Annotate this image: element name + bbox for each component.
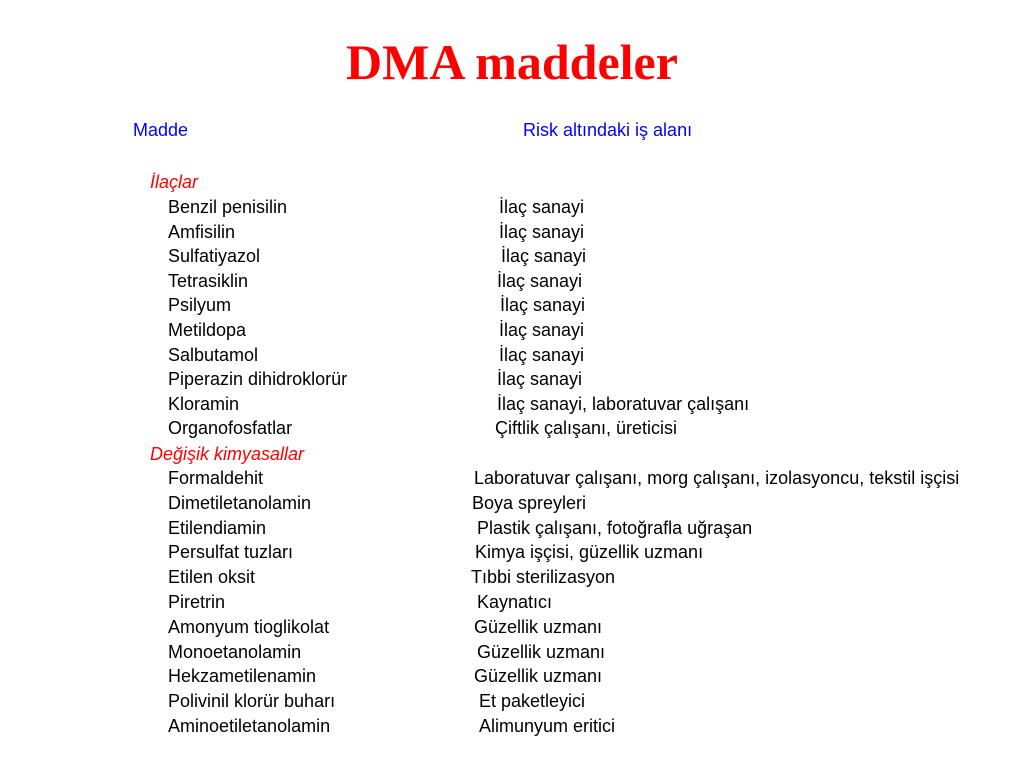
slide-title: DMA maddeler [346, 34, 678, 90]
substance-cell: Tetrasiklin [168, 270, 249, 291]
substance-cell: Piperazin dihidroklorür [168, 369, 348, 390]
substance-cell: Etilendiamin [168, 517, 267, 538]
section-label-chemicals: Değişik kimyasallar [150, 444, 305, 464]
substance-cell: Dimetiletanolamin [168, 492, 312, 513]
risk-cell: Tıbbi sterilizasyon [471, 567, 616, 588]
substance-cell: Amonyum tioglikolat [168, 616, 330, 637]
risk-cell: İlaç sanayi [500, 295, 586, 316]
risk-cell: Güzellik uzmanı [474, 666, 603, 687]
substance-cell: Salbutamol [168, 344, 259, 365]
risk-cell: İlaç sanayi [499, 221, 585, 242]
substance-cell: Sulfatiyazol [168, 246, 261, 267]
substance-cell: Piretrin [168, 592, 226, 612]
substance-cell: Etilen oksit [168, 567, 256, 588]
risk-cell: Laboratuvar çalışanı, morg çalışanı, izolasyoncu, tekstil işçisi [474, 468, 960, 488]
risk-cell: Kaynatıcı [477, 592, 553, 612]
substance-cell: Polivinil klorür buharı [168, 691, 336, 712]
risk-cell: Güzellik uzmanı [474, 616, 603, 637]
section-label-drugs: İlaçlar [150, 172, 199, 192]
substance-cell: Psilyum [168, 295, 232, 316]
risk-cell: Et paketleyici [479, 691, 586, 712]
substance-cell: Aminoetiletanolamin [168, 716, 331, 736]
risk-cell: Plastik çalışanı, fotoğrafla uğraşan [477, 517, 753, 538]
risk-cell: Çiftlik çalışanı, üreticisi [495, 418, 678, 439]
substance-cell: Benzil penisilin [168, 197, 288, 217]
risk-cell: İlaç sanayi [497, 270, 583, 291]
risk-cell: Alimunyum eritici [479, 716, 616, 736]
substance-cell: Persulfat tuzları [168, 542, 294, 563]
risk-cell: İlaç sanayi, laboratuvar çalışanı [497, 393, 750, 414]
column-header-substance: Madde [133, 120, 189, 140]
substance-cell: Amfisilin [168, 221, 236, 242]
risk-cell: İlaç sanayi [499, 197, 585, 217]
risk-cell: Kimya işçisi, güzellik uzmanı [475, 542, 704, 563]
risk-cell: Güzellik uzmanı [477, 641, 606, 662]
substance-cell: Hekzametilenamin [168, 666, 317, 687]
risk-cell: İlaç sanayi [499, 344, 585, 365]
column-header-risk: Risk altındaki iş alanı [523, 120, 693, 140]
risk-cell: Boya spreyleri [472, 492, 587, 513]
risk-cell: İlaç sanayi [497, 369, 583, 390]
risk-cell: İlaç sanayi [501, 246, 587, 267]
substance-cell: Monoetanolamin [168, 641, 302, 662]
substance-cell: Metildopa [168, 320, 247, 340]
substance-cell: Formaldehit [168, 468, 264, 488]
substance-cell: Organofosfatlar [168, 418, 293, 439]
substance-cell: Kloramin [168, 393, 240, 414]
risk-cell: İlaç sanayi [499, 320, 585, 340]
